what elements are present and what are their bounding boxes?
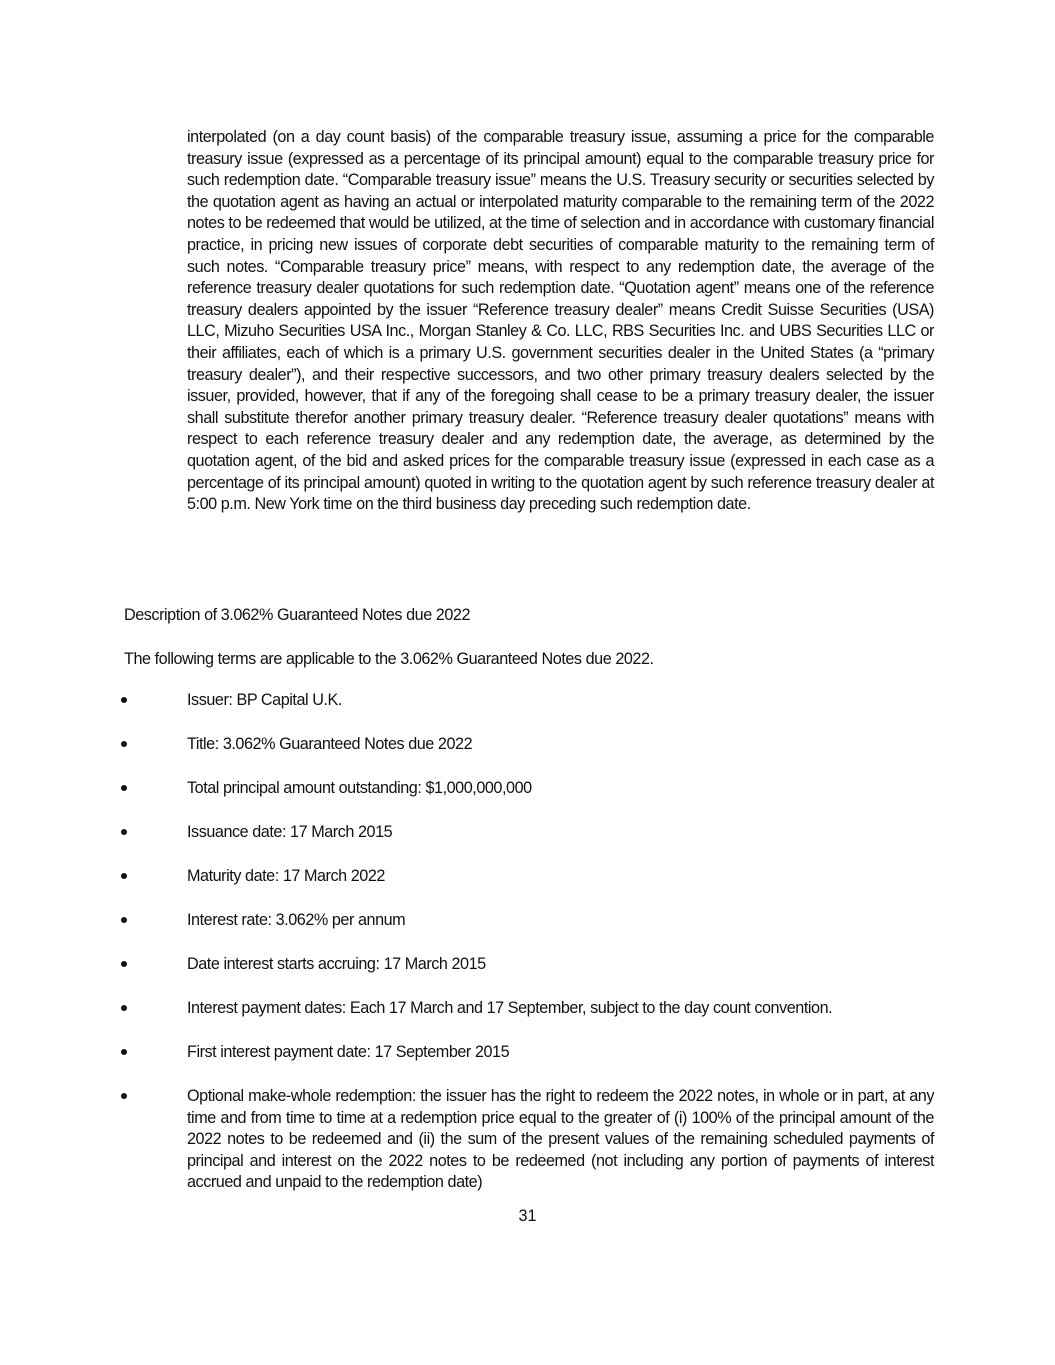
- term-text: Optional make-whole redemption: the issuer has the right to redeem the 2022 notes, in whole or in part, at any time and from time to time at a redemption price equal to the greater of (i) 100% of the principal amount of the 2022 notes to be redeemed and (ii) the sum of the present values of the remaining scheduled payments of principal and interest on the 2022 notes to be redeemed (not including any portion of payments of interest accrued and unpaid to the redemption date): [187, 1087, 934, 1192]
- term-text: Issuance date: 17 March 2015: [187, 823, 393, 841]
- bullet-icon: [121, 829, 127, 835]
- term-text: Interest payment dates: Each 17 March and 17 September, subject to the day count convention.: [187, 999, 833, 1017]
- page-number: 31: [518, 1207, 537, 1225]
- bullet-icon: [121, 917, 127, 923]
- term-text: Title: 3.062% Guaranteed Notes due 2022: [187, 735, 473, 753]
- intro-text: The following terms are applicable to the 3.062% Guaranteed Notes due 2022.: [124, 650, 654, 668]
- bullet-icon: [121, 785, 127, 791]
- term-text: Maturity date: 17 March 2022: [187, 867, 385, 885]
- section-heading: Description of 3.062% Guaranteed Notes due 2022: [124, 606, 471, 624]
- bullet-icon: [121, 873, 127, 879]
- bullet-icon: [121, 1049, 127, 1055]
- bullet-icon: [121, 961, 127, 967]
- continuation-paragraph: interpolated (on a day count basis) of the comparable treasury issue, assuming a price for the comparable treasury issue (expressed as a percentage of its principal amount) equal to the comparable treasury price for such redemption date. “Comparable treasury issue” means the U.S. Treasury security or securities selected by the quotation agent as having an actual or interpolated maturity comparable to the remaining term of the 2022 notes to be redeemed that would be utilized, at the time of selection and in accordance with customary financial practice, in pricing new issues of corporate debt securities of comparable maturity to the remaining term of such notes. “Comparable treasury price” means, with respect to any redemption date, the average of the reference treasury dealer quotations for such redemption date. “Quotation agent” means one of the reference treasury dealers appointed by the issuer “Reference treasury dealer” means Credit Suisse Securities (USA) LLC, Mizuho Securities USA Inc., Morgan Stanley & Co. LLC, RBS Securities Inc. and UBS Securities LLC or their affiliates, each of which is a primary U.S. government securities dealer in the United States (a “primary treasury dealer”), and their respective successors, and two other primary treasury dealers selected by the issuer, provided, however, that if any of the foregoing shall cease to be a primary treasury dealer, the issuer shall substitute therefor another primary treasury dealer. “Reference treasury dealer quotations” means with respect to each reference treasury dealer and any redemption date, the average, as determined by the quotation agent, of the bid and asked prices for the comparable treasury issue (expressed in each case as a percentage of its principal amount) quoted in writing to the quotation agent by such reference treasury dealer at 5:00 p.m. New York time on the third business day preceding such redemption date.: [187, 128, 934, 514]
- bullet-icon: [121, 741, 127, 747]
- term-text: Issuer: BP Capital U.K.: [187, 691, 342, 709]
- term-text: Total principal amount outstanding: $1,000,000,000: [187, 779, 532, 797]
- term-text: First interest payment date: 17 September 2015: [187, 1043, 510, 1061]
- bullet-icon: [121, 1093, 127, 1099]
- bullet-icon: [121, 697, 127, 703]
- term-text: Interest rate: 3.062% per annum: [187, 911, 406, 929]
- term-text: Date interest starts accruing: 17 March 2015: [187, 955, 486, 973]
- bullet-icon: [121, 1005, 127, 1011]
